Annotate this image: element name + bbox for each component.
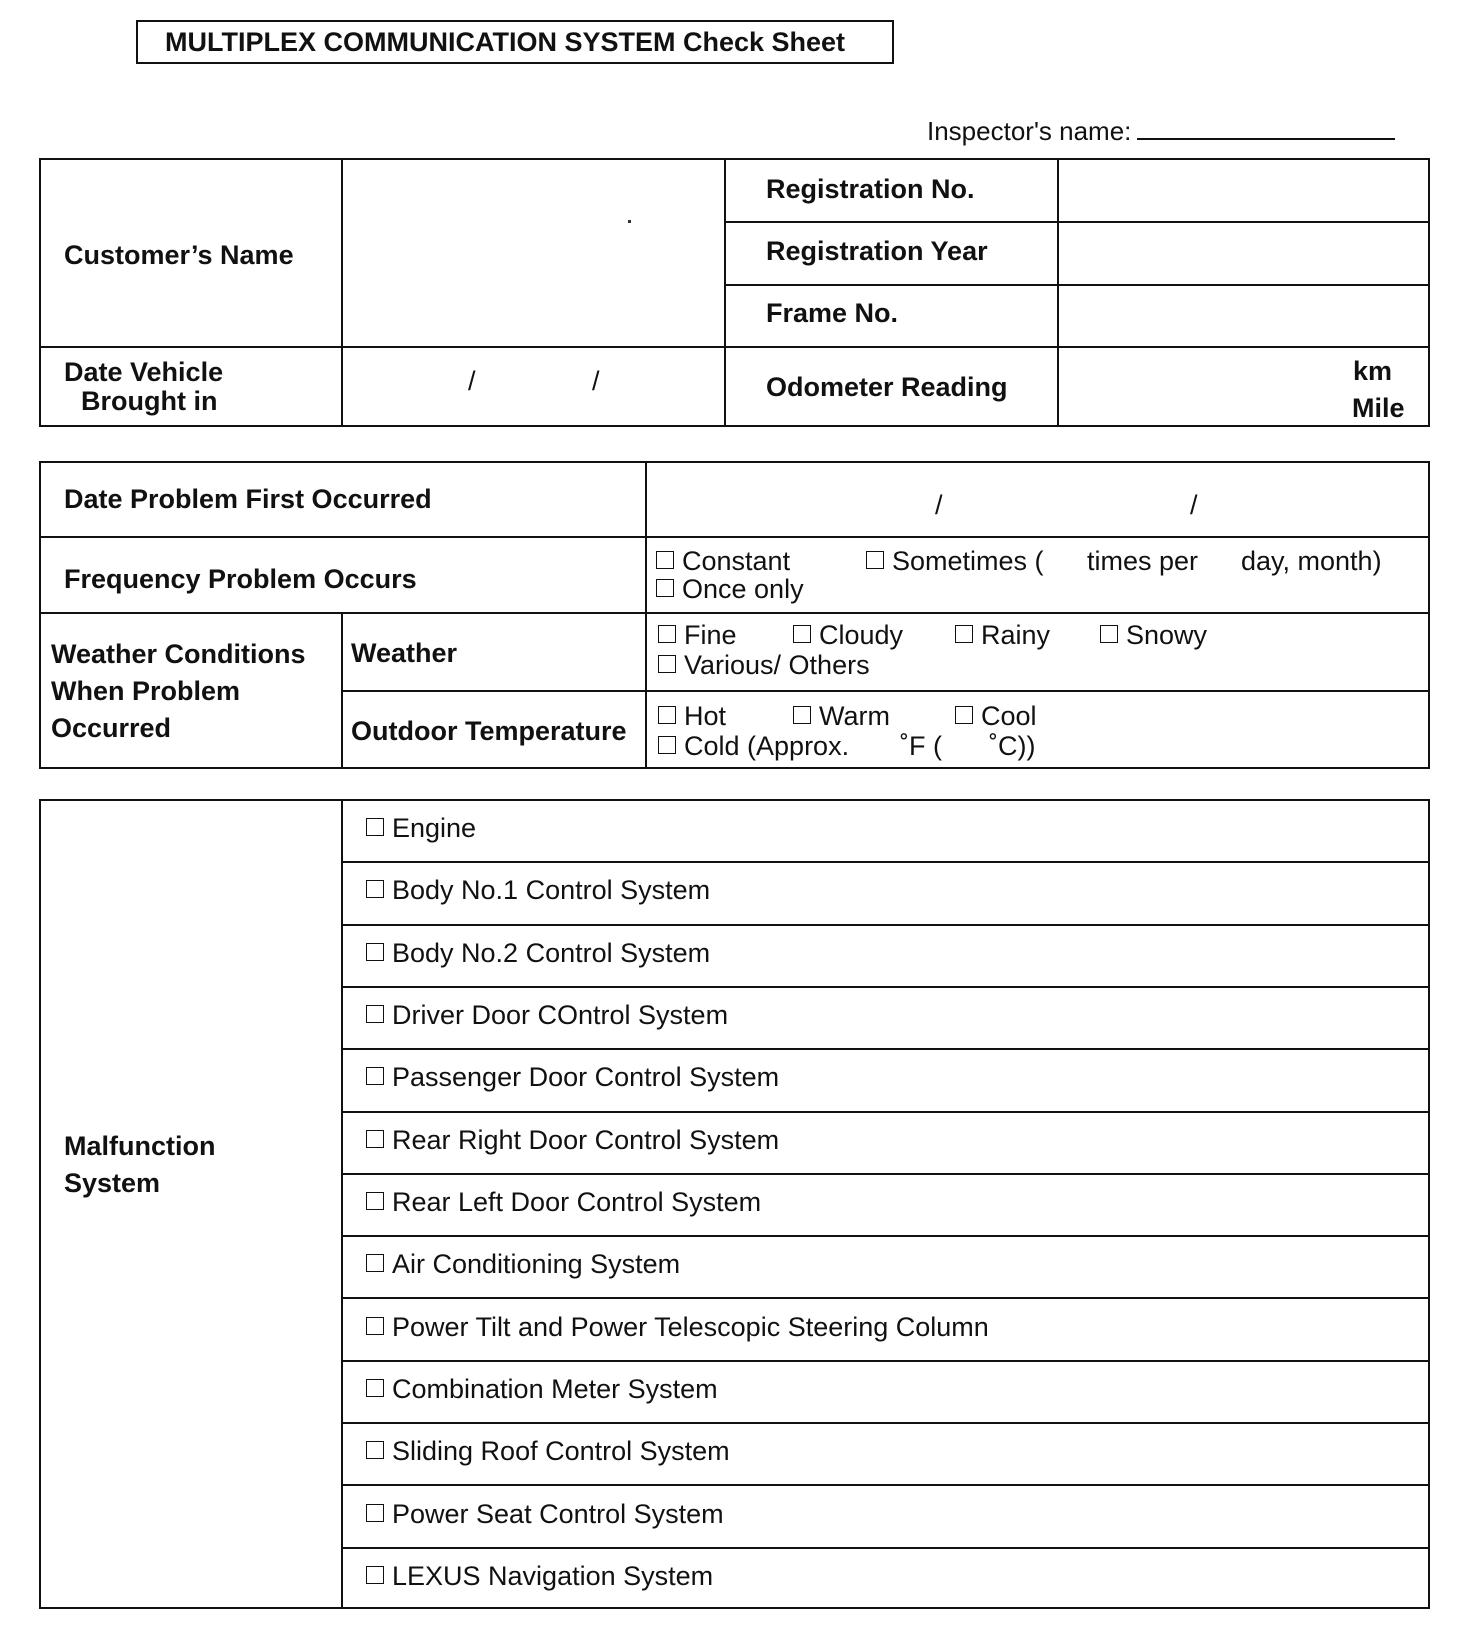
frame-no-field[interactable] xyxy=(1060,287,1428,345)
row-divider xyxy=(341,1173,1430,1175)
checkbox[interactable] xyxy=(658,736,676,754)
freq-period: day, month) xyxy=(1241,546,1382,576)
malfunction-option[interactable] xyxy=(366,1000,728,1031)
malfunction-option[interactable] xyxy=(366,1312,989,1343)
malfunction-option-label: Air Conditioning System xyxy=(392,1249,681,1280)
inspector-name-line[interactable] xyxy=(1137,112,1395,140)
row-divider xyxy=(341,924,1430,926)
weather-fine-option[interactable]: Fine xyxy=(658,620,737,651)
checkbox[interactable] xyxy=(955,706,973,724)
freq-once-option[interactable]: Once only xyxy=(656,574,804,605)
malfunction-option-label: Driver Door COntrol System xyxy=(392,1000,729,1031)
page-title: MULTIPLEX COMMUNICATION SYSTEM Check Sheet xyxy=(136,20,894,64)
malfunction-option-label: Power Tilt and Power Telescopic Steering Column xyxy=(392,1311,989,1342)
outdoor-temperature-label: Outdoor Temperature xyxy=(351,716,627,746)
checkbox[interactable] xyxy=(366,818,384,836)
date-separator: / xyxy=(592,366,600,396)
checkbox[interactable] xyxy=(366,1254,384,1272)
checkbox[interactable] xyxy=(366,1317,384,1335)
temp-celsius: ˚C)) xyxy=(989,731,1036,761)
weather-label: Weather xyxy=(351,638,458,668)
weather-snowy-option[interactable]: Snowy xyxy=(1100,620,1207,651)
temp-cool-option[interactable]: Cool xyxy=(955,701,1037,732)
weather-various-option[interactable]: Various/ Others xyxy=(658,650,870,681)
malfunction-option-label: Body No.1 Control System xyxy=(392,875,711,906)
temp-cold-option[interactable]: Cold (Approx. xyxy=(658,731,849,762)
date-separator: / xyxy=(935,490,943,520)
registration-no-label: Registration No. xyxy=(766,174,975,204)
weather-cloudy-option[interactable]: Cloudy xyxy=(793,620,903,651)
speck-mark xyxy=(628,220,631,223)
date-separator: / xyxy=(468,366,476,396)
frequency-label: Frequency Problem Occurs xyxy=(64,564,417,594)
odometer-label: Odometer Reading xyxy=(766,372,1008,402)
checkbox[interactable] xyxy=(793,625,811,643)
malfunction-option[interactable] xyxy=(366,1374,718,1405)
freq-sometimes-option[interactable]: Sometimes ( xyxy=(866,546,1044,577)
freq-constant-option[interactable]: Constant xyxy=(656,546,790,577)
malfunction-option-label: Rear Right Door Control System xyxy=(392,1124,780,1155)
checkbox[interactable] xyxy=(658,625,676,643)
row-divider xyxy=(341,1360,1430,1362)
date-first-occurred-field[interactable] xyxy=(648,464,1428,534)
date-brought-in-field[interactable] xyxy=(344,349,722,425)
date-first-occurred-label: Date Problem First Occurred xyxy=(64,484,432,514)
freq-times-per: times per xyxy=(1087,546,1199,576)
malfunction-option-label: Passenger Door Control System xyxy=(392,1062,780,1093)
malfunction-option[interactable] xyxy=(366,1561,713,1592)
checkbox[interactable] xyxy=(793,706,811,724)
malfunction-option-label: Engine xyxy=(392,813,477,844)
unit-mile: Mile xyxy=(1352,393,1405,423)
malfunction-option[interactable] xyxy=(366,1249,680,1280)
checkbox[interactable] xyxy=(366,1005,384,1023)
malfunction-option-label: Combination Meter System xyxy=(392,1373,718,1404)
checkbox[interactable] xyxy=(955,625,973,643)
row-divider xyxy=(341,1111,1430,1113)
checkbox[interactable] xyxy=(1100,625,1118,643)
registration-year-label: Registration Year xyxy=(766,236,988,266)
malfunction-option[interactable] xyxy=(366,1062,779,1093)
inspector-label: Inspector's name: xyxy=(927,116,1132,146)
checkbox[interactable] xyxy=(366,1130,384,1148)
row-divider xyxy=(341,1048,1430,1050)
customer-name-label: Customer’s Name xyxy=(64,240,294,270)
checkbox[interactable] xyxy=(366,943,384,961)
malfunction-option[interactable] xyxy=(366,1436,730,1467)
malfunction-option[interactable] xyxy=(366,875,710,906)
row-divider xyxy=(341,986,1430,988)
checkbox[interactable] xyxy=(366,1441,384,1459)
checkbox[interactable] xyxy=(366,1192,384,1210)
malfunction-option-label: Body No.2 Control System xyxy=(392,937,711,968)
checkbox[interactable] xyxy=(658,655,676,673)
date-brought-in-label: Date Vehicle Brought in xyxy=(64,357,224,416)
checkbox[interactable] xyxy=(656,551,674,569)
unit-km: km xyxy=(1353,356,1393,386)
malfunction-option[interactable] xyxy=(366,1499,724,1530)
malfunction-option[interactable] xyxy=(366,1187,761,1218)
checkbox[interactable] xyxy=(658,706,676,724)
weather-rainy-option[interactable]: Rainy xyxy=(955,620,1050,651)
malfunction-option[interactable] xyxy=(366,1125,779,1156)
checkbox[interactable] xyxy=(366,1566,384,1584)
row-divider xyxy=(341,1235,1430,1237)
checkbox[interactable] xyxy=(866,551,884,569)
row-divider xyxy=(341,1422,1430,1424)
weather-conditions-label: Weather Conditions When Problem Occurred xyxy=(51,639,306,743)
inspector-name-field xyxy=(927,112,1395,147)
checkbox[interactable] xyxy=(366,1504,384,1522)
registration-no-field[interactable] xyxy=(1060,161,1428,219)
row-divider xyxy=(341,1297,1430,1299)
malfunction-option-label: LEXUS Navigation System xyxy=(392,1560,714,1591)
checkbox[interactable] xyxy=(366,1067,384,1085)
registration-year-field[interactable] xyxy=(1060,224,1428,282)
malfunction-option-label: Sliding Roof Control System xyxy=(392,1436,730,1467)
temp-hot-option[interactable]: Hot xyxy=(658,701,726,732)
checkbox[interactable] xyxy=(656,579,674,597)
temp-fahrenheit: ˚F ( xyxy=(900,731,942,761)
temp-warm-option[interactable]: Warm xyxy=(793,701,890,732)
checkbox[interactable] xyxy=(366,880,384,898)
frame-no-label: Frame No. xyxy=(766,298,899,328)
row-divider xyxy=(341,1547,1430,1549)
malfunction-option[interactable] xyxy=(366,938,710,969)
malfunction-option-label: Power Seat Control System xyxy=(392,1498,724,1529)
malfunction-option-label: Rear Left Door Control System xyxy=(392,1187,762,1217)
row-divider xyxy=(341,1484,1430,1486)
customer-name-field[interactable] xyxy=(344,161,722,345)
date-separator: / xyxy=(1190,490,1198,520)
row-divider xyxy=(341,861,1430,863)
checkbox[interactable] xyxy=(366,1379,384,1397)
malfunction-option[interactable] xyxy=(366,813,476,844)
malfunction-system-label: Malfunction System xyxy=(64,1131,216,1198)
